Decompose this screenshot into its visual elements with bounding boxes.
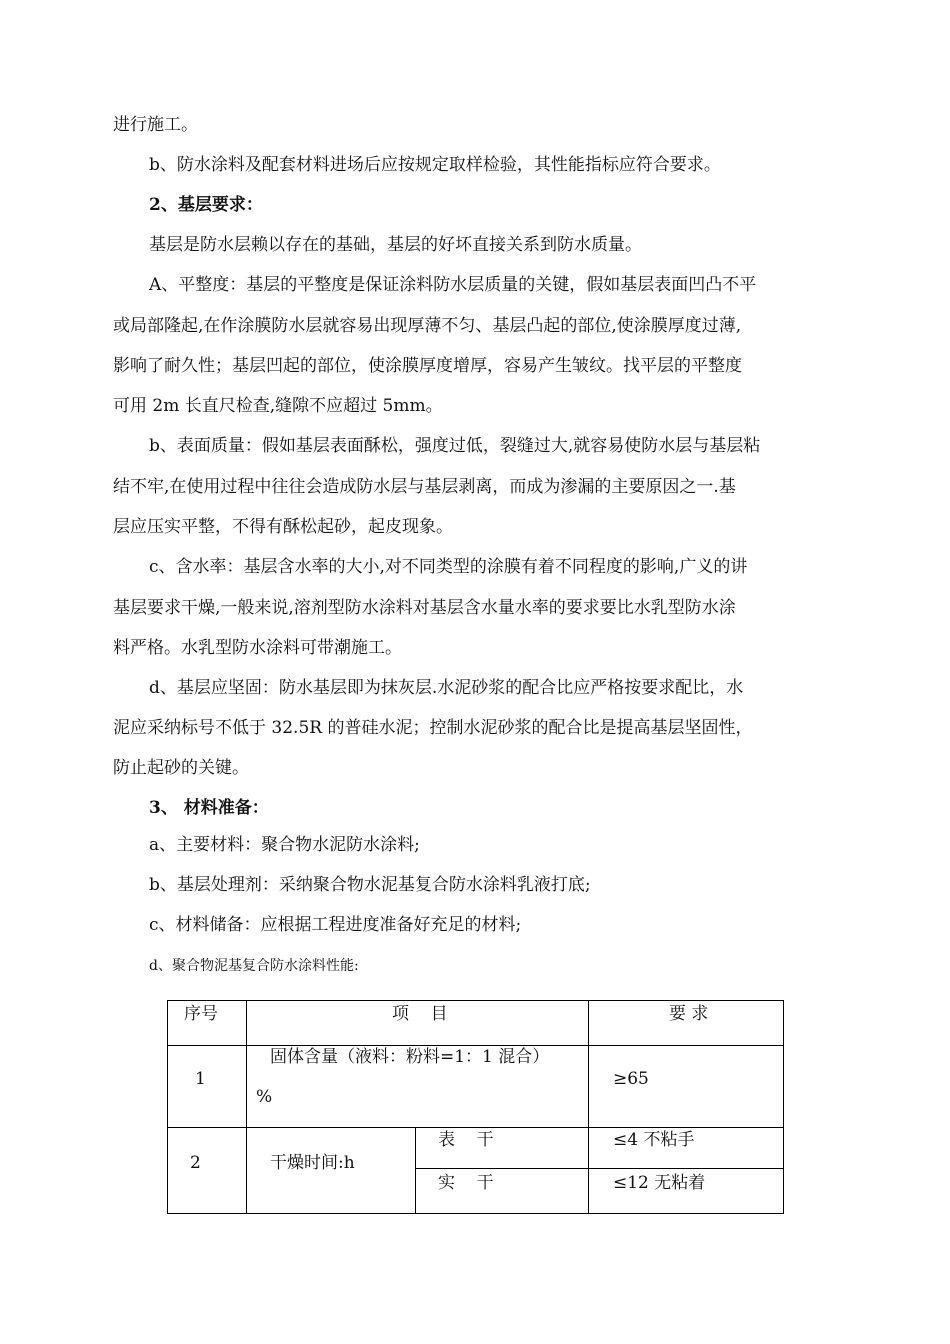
table-cell-no: 2	[190, 1153, 201, 1173]
paragraph-line: 泥应采纳标号不低于 32.5R 的普硅水泥；控制水泥砂浆的配合比是提高基层坚固性，	[113, 718, 753, 738]
paragraph-line: a、主要材料：聚合物水泥防水涂料;	[149, 835, 420, 855]
table-cell-item: 干燥时间:h	[270, 1153, 355, 1173]
paragraph-line: d、基层应坚固：防水基层即为抹灰层.水泥砂浆的配合比应严格按要求配比，水	[149, 678, 744, 698]
table-border	[167, 1213, 784, 1214]
table-border	[167, 1000, 784, 1001]
paragraph-line: 结不牢,在使用过程中往往会造成防水层与基层剥离，而成为渗漏的主要原因之一.基	[113, 477, 736, 497]
paragraph-line: c、含水率：基层含水率的大小,对不同类型的涂膜有着不同程度的影响,广义的讲	[149, 557, 748, 577]
paragraph-line: 基层是防水层赖以存在的基础，基层的好坏直接关系到防水质量。	[149, 235, 642, 255]
paragraph-line: d、聚合物泥基复合防水涂料性能:	[149, 958, 359, 974]
paragraph-line: 料严格。水乳型防水涂料可带潮施工。	[113, 638, 402, 658]
table-border	[588, 1000, 589, 1214]
paragraph-line: b、防水涂料及配套材料进场后应按规定取样检验，其性能指标应符合要求。	[149, 155, 721, 175]
section-heading: 2、基层要求：	[149, 195, 263, 215]
table-border	[167, 1127, 784, 1128]
table-cell-requirement: ≤12 无粘着	[613, 1173, 706, 1193]
table-cell-requirement: ≤4 不粘手	[613, 1130, 695, 1150]
table-border	[783, 1000, 784, 1214]
table-header-requirement: 要 求	[669, 1004, 709, 1024]
paragraph-line: 层应压实平整，不得有酥松起砂，起皮现象。	[113, 517, 453, 537]
section-heading: 3、 材料准备：	[149, 798, 269, 818]
paragraph-line: 或局部隆起,在作涂膜防水层就容易出现厚薄不匀、基层凸起的部位,使涂膜厚度过薄,	[113, 316, 742, 336]
paragraph-line: A、平整度：基层的平整度是保证涂料防水层质量的关键，假如基层表面凹凸不平	[149, 275, 757, 295]
paragraph-line: 基层要求干燥,一般来说,溶剂型防水涂料对基层含水量水率的要求要比水乳型防水涂	[113, 598, 736, 618]
table-border	[415, 1168, 784, 1169]
paragraph-line: 防止起砂的关键。	[113, 758, 249, 778]
table-cell-item-unit: %	[256, 1087, 273, 1107]
table-header-item: 项 目	[392, 1004, 448, 1024]
table-cell-requirement: ≥65	[613, 1069, 649, 1089]
paragraph-line: 影响了耐久性；基层凹起的部位，使涂膜厚度增厚，容易产生皱纹。找平层的平整度	[113, 356, 742, 376]
paragraph-line: 可用 2m 长直尺检查,缝隙不应超过 5mm。	[113, 396, 443, 416]
table-header-no: 序号	[184, 1004, 218, 1024]
table-border	[167, 1000, 168, 1214]
table-border	[415, 1127, 416, 1214]
table-cell-subitem: 表 干	[438, 1130, 494, 1150]
paragraph-line: b、表面质量：假如基层表面酥松，强度过低，裂缝过大,就容易使防水层与基层粘	[149, 436, 761, 456]
table-cell-item: 固体含量（液料：粉料=1：1 混合）	[270, 1047, 550, 1067]
paragraph-line: 进行施工。	[113, 115, 198, 135]
table-cell-no: 1	[195, 1069, 206, 1089]
table-border	[246, 1000, 247, 1214]
paragraph-line: c、材料储备：应根据工程进度准备好充足的材料;	[149, 915, 522, 935]
paragraph-line: b、基层处理剂：采纳聚合物水泥基复合防水涂料乳液打底;	[149, 875, 591, 895]
table-cell-subitem: 实 干	[438, 1173, 494, 1193]
